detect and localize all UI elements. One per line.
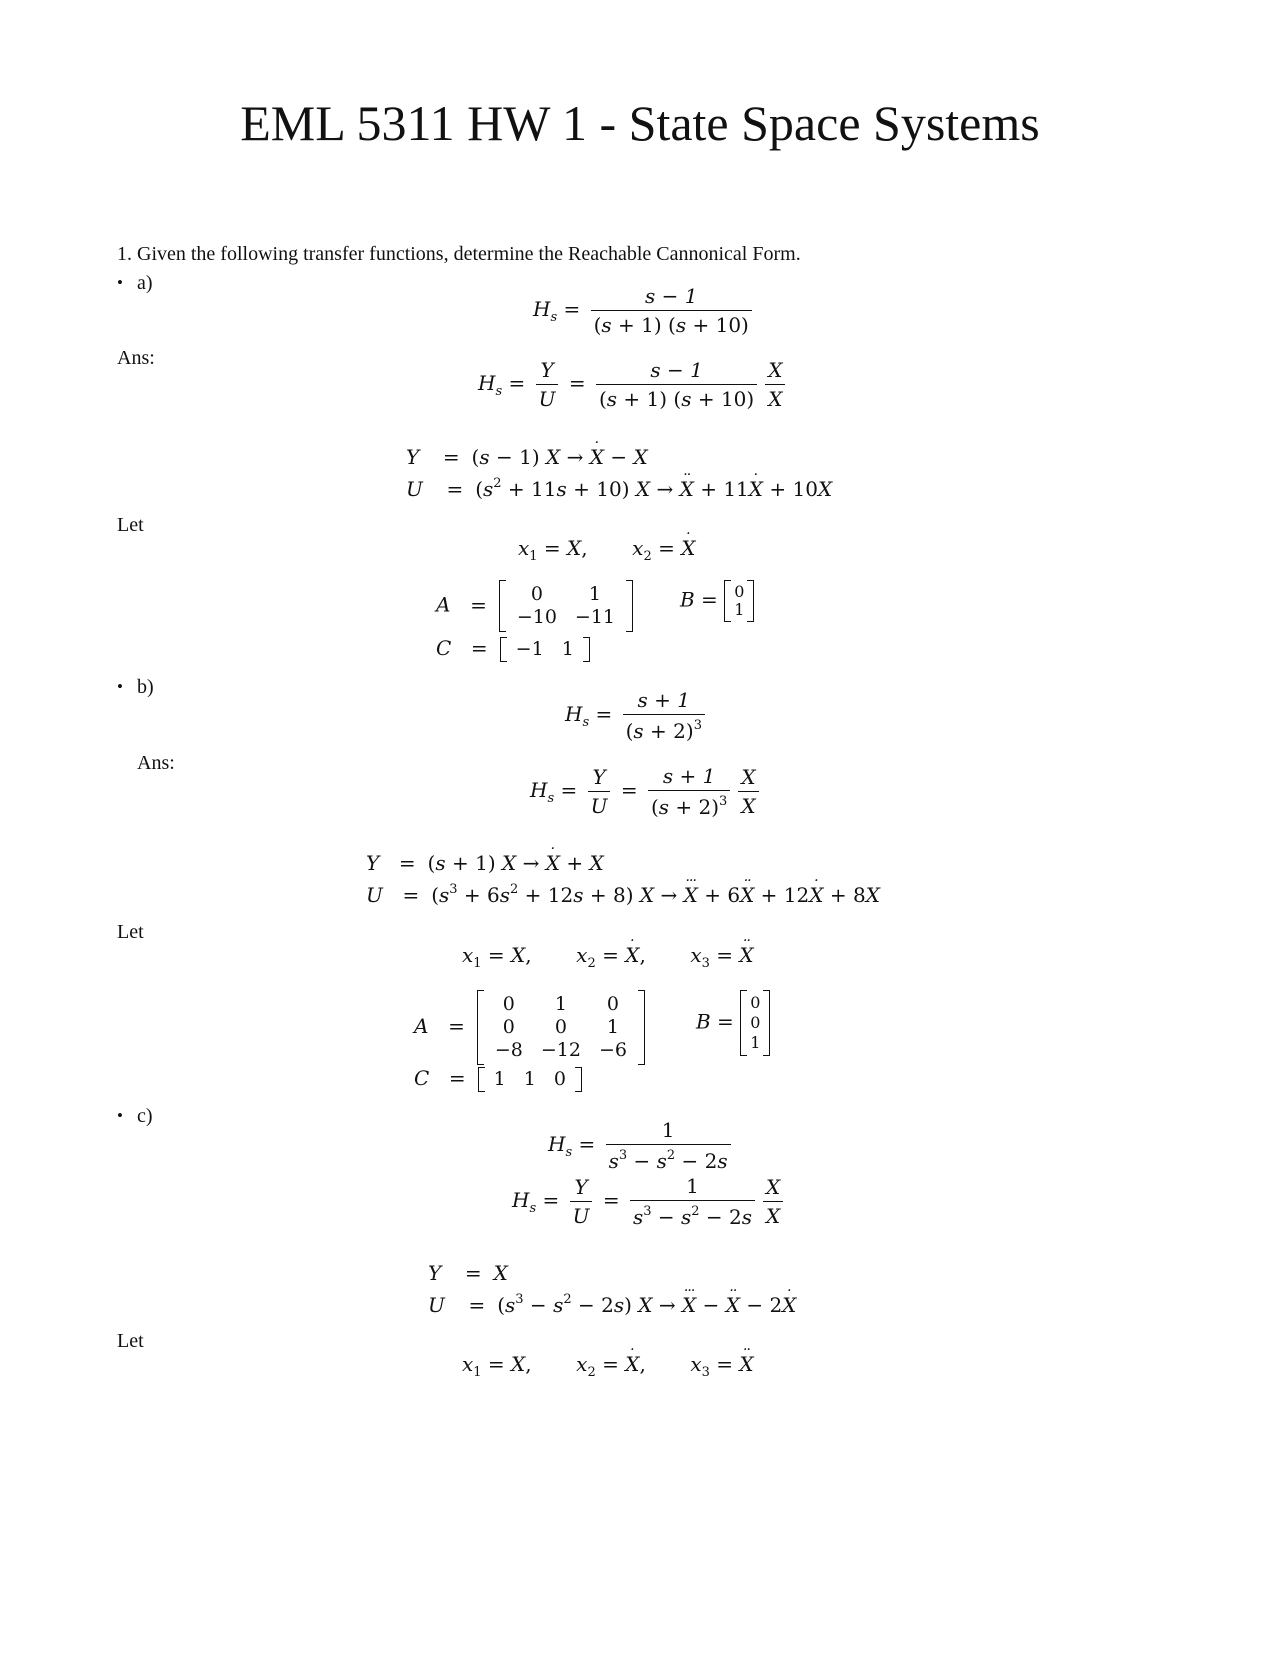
eq-b-transfer: $H_s$ = $\frac{s + 1}{(s + 2)^3}$ (565, 690, 709, 741)
eq-c-yu: $H_s$ = $\frac{Y}{U}$ = $\frac{1}{s^3 - s^2 - 2s}$ $\frac{X}{X}$ (512, 1176, 787, 1227)
matrix-b-C: C = 1 1 0 (414, 1067, 582, 1092)
eq-a-yu: $H_s$ = $\frac{Y}{U}$ = $\frac{s - 1}{(s + 1) (s + 10)}$ $\frac{X}{X}$ (478, 360, 789, 409)
eq-b-states: $x_1 = X$, $x_2 = X$ ·, $x_3 = X$ ·· (462, 945, 754, 970)
eq-c-states: $x_1 = X$, $x_2 = X$ ·, $x_3 = X$ ·· (462, 1354, 754, 1379)
eq-c-transfer: $H_s$ = $\frac{1}{s^3 - s^2 - 2s}$ (548, 1120, 735, 1171)
part-b-label: • b) (137, 677, 154, 697)
eq-a-states: $x_1 = X$, $x_2 = X$ · (518, 538, 695, 563)
matrix-b-B: B = 0 0 1 (696, 990, 770, 1056)
matrix-b-A: A = 0 1 0 0 0 1 −8 −12 −6 (414, 990, 645, 1065)
question-text: 1. Given the following transfer functions, determine the Reachable Cannonical Form. (117, 243, 801, 265)
part-b-let-label: Let (117, 921, 144, 943)
eq-b-yu: $H_s$ = $\frac{Y}{U}$ = $\frac{s + 1}{(s + 2)^3}$ $\frac{X}{X}$ (530, 766, 763, 817)
part-a-ans-label: Ans: (117, 347, 155, 369)
part-c-let-label: Let (117, 1330, 144, 1352)
eq-c-u: $U = (s^3 - s^2 - 2s) X \to X$ ··· − X ·· − 2X · (428, 1293, 796, 1315)
matrix-a-B: B = 0 1 (680, 580, 754, 622)
part-a-let-label: Let (117, 514, 144, 536)
part-a-label: • a) (137, 273, 153, 293)
eq-b-u: $U = (s^3 + 6s^2 + 12s + 8) X \to X$ ··· + 6X ·· + 12X · + 8X (366, 883, 880, 905)
page-title: EML 5311 HW 1 - State Space Systems (240, 95, 1040, 151)
eq-a-y: Y = (s − 1) X → X · − X (406, 447, 648, 467)
matrix-a-C: C = −1 1 (436, 637, 590, 662)
eq-a-u: $U = (s^2 + 11s + 10) X \to X$ ·· + 11X · + 10X (406, 477, 832, 499)
eq-a-transfer: $H_s$ = $\frac{s - 1}{(s + 1) (s + 10)}$ (533, 286, 756, 335)
eq-c-y: Y = X (428, 1261, 508, 1285)
part-c-label: • c) (137, 1106, 153, 1126)
part-b-ans-label: Ans: (137, 752, 175, 774)
matrix-a-A: A = 0 1 −10 −11 (436, 580, 633, 632)
eq-b-y: Y = (s + 1) X → X · + X (366, 853, 604, 873)
